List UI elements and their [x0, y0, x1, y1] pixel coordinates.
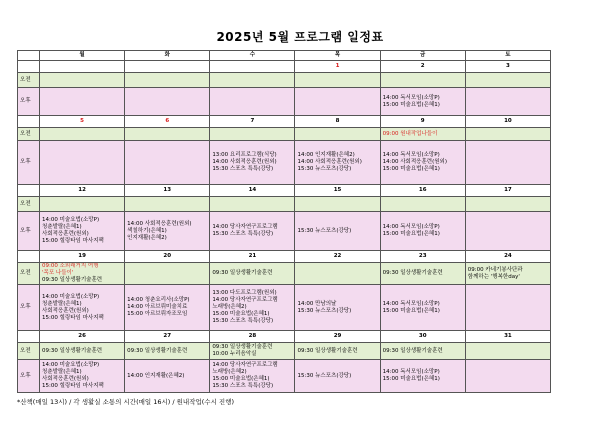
am-cell-sat [465, 263, 550, 285]
date-cell-wed: 28 [210, 331, 295, 343]
am-cell-mon [40, 128, 125, 141]
date-row [18, 251, 551, 263]
pm-cell-wed [210, 360, 295, 393]
pm-cell-thu [295, 360, 380, 393]
weekday-thu: 목 [295, 51, 380, 61]
am-cell-sat [465, 343, 550, 360]
program-entry: 15:30 뉴스포츠(강당) [297, 227, 352, 234]
pm-cell-tue [125, 141, 210, 185]
footer-note: *산책(매일 13시) / 각 생활실 소통의 시간(매일 16시) / 원내작업(수시 진행) [17, 398, 235, 406]
am-label: 오전 [18, 263, 40, 285]
am-cell-thu [295, 128, 380, 141]
program-entry: 15:00 미술요법(은혜1) [382, 166, 440, 172]
program-entry: 09:30 일상생활기술훈련 [212, 344, 273, 350]
program-entry: 14:00 미술요법(소망P) [42, 362, 100, 368]
am-cell-fri [380, 197, 465, 212]
am-cell-sat [465, 73, 550, 88]
date-cell-thu: 29 [295, 331, 380, 343]
corner-cell [18, 51, 40, 61]
program-entry: 15:00 미술요법(은혜1) [212, 311, 270, 317]
program-entry: 사회적응훈련(원외) [42, 376, 89, 382]
program-entry: 인지재활(은혜2) [127, 234, 167, 241]
am-cell-mon [40, 263, 125, 285]
pm-cell-fri [380, 212, 465, 251]
pm-cell-thu [295, 141, 380, 185]
am-cell-tue [125, 73, 210, 88]
program-entry: 14:00 당사자연구프로그램 [212, 362, 278, 368]
pm-cell-fri [380, 88, 465, 116]
pm-row [18, 141, 551, 185]
date-row-label [18, 185, 40, 197]
am-cell-tue [125, 197, 210, 212]
date-row [18, 116, 551, 128]
am-row [18, 197, 551, 212]
pm-cell-mon [40, 141, 125, 185]
pm-cell-mon [40, 212, 125, 251]
pm-cell-sat [465, 285, 550, 331]
pm-cell-wed [210, 285, 295, 331]
weekday-wed: 수 [210, 51, 295, 61]
pm-cell-mon [40, 88, 125, 116]
weekday-mon: 월 [40, 51, 125, 61]
program-entry: 14:00 아르브뤼미술치료 [127, 304, 188, 310]
program-entry: 15:30 스포츠 특특(강당) [212, 166, 274, 172]
program-entry: 15:00 힐링타임 마사지팩 [42, 314, 104, 321]
pm-label: 오후 [18, 212, 40, 251]
pm-cell-wed [210, 212, 295, 251]
am-label: 오전 [18, 197, 40, 212]
page-title: 2025년 5월 프로그램 일정표 [216, 30, 384, 44]
pm-row [18, 360, 551, 393]
program-entry: 15:00 미술요법(은혜1) [382, 101, 440, 108]
am-cell-tue [125, 263, 210, 285]
date-cell-sat: 17 [465, 185, 550, 197]
program-entry: 사회적응훈련(원외) [42, 231, 89, 237]
am-row [18, 128, 551, 141]
am-cell-mon [40, 73, 125, 88]
pm-cell-thu [295, 212, 380, 251]
am-cell-fri [380, 128, 465, 141]
pm-cell-sat [465, 360, 550, 393]
program-entry: 14:00 독서모임(소망P) [382, 300, 440, 307]
pm-cell-tue [125, 212, 210, 251]
program-entry: 15:30 뉴스포츠(강당) [297, 166, 352, 172]
program-entry: 14:00 독서모임(소망P) [382, 152, 440, 158]
weekday-header-row [18, 51, 551, 61]
program-entry: 함께하는 '행복한day' [467, 273, 520, 280]
pm-label: 오후 [18, 88, 40, 116]
date-cell-mon [40, 61, 125, 73]
program-entry: 14:00 만남의날 [297, 300, 337, 307]
date-cell-tue: 20 [125, 251, 210, 263]
pm-cell-mon [40, 360, 125, 393]
am-label: 오전 [18, 343, 40, 360]
date-cell-wed: 14 [210, 185, 295, 197]
program-entry: 15:00 힐링타임 마사지팩 [42, 238, 104, 244]
program-entry: 노래방(은혜2) [212, 369, 247, 375]
program-entry: 09:00 카네기봉사단과 [467, 266, 523, 273]
program-entry: 14:00 사회적응훈련(원외) [212, 159, 277, 165]
program-entry: 14:00 사회적응훈련(원외) [382, 159, 448, 165]
pm-cell-fri [380, 141, 465, 185]
am-row [18, 73, 551, 88]
pm-cell-wed [210, 88, 295, 116]
date-cell-tue [125, 61, 210, 73]
date-cell-tue: 6 [125, 116, 210, 128]
date-cell-mon: 12 [40, 185, 125, 197]
date-cell-sat: 3 [465, 61, 550, 73]
calendar-table [17, 50, 551, 393]
program-entry: '목포 나들이' [42, 270, 74, 276]
am-cell-thu [295, 263, 380, 285]
am-label: 오전 [18, 73, 40, 88]
am-cell-wed [210, 73, 295, 88]
date-cell-fri: 23 [380, 251, 465, 263]
am-cell-tue [125, 128, 210, 141]
date-cell-wed [210, 61, 295, 73]
program-entry: 09:00 소외래거지 여행 [42, 263, 99, 269]
program-entry: 사회적응훈련(원외) [42, 307, 89, 314]
date-cell-tue: 27 [125, 331, 210, 343]
pm-label: 오후 [18, 141, 40, 185]
date-row-label [18, 116, 40, 128]
program-entry: 15:30 뉴스포츠(강당) [297, 307, 352, 314]
pm-cell-wed [210, 141, 295, 185]
date-cell-wed: 21 [210, 251, 295, 263]
pm-cell-fri [380, 285, 465, 331]
program-entry: 15:30 스포츠 특특(강당) [212, 231, 274, 237]
date-cell-thu: 1 [295, 61, 380, 73]
date-cell-fri: 9 [380, 116, 465, 128]
date-row [18, 185, 551, 197]
am-cell-wed [210, 197, 295, 212]
am-row [18, 343, 551, 360]
date-cell-sat: 31 [465, 331, 550, 343]
program-entry: 09:00 원내작업나들이 [382, 130, 438, 137]
program-entry: 15:00 미술요법(은혜1) [382, 231, 440, 237]
am-cell-mon [40, 343, 125, 360]
program-entry: 노래방(은혜2) [212, 304, 247, 310]
pm-cell-tue [125, 285, 210, 331]
am-cell-tue [125, 343, 210, 360]
program-entry: 14:00 미술요법(소망P) [42, 293, 100, 300]
weekday-sat: 토 [465, 51, 550, 61]
am-cell-wed [210, 263, 295, 285]
date-row [18, 331, 551, 343]
date-cell-fri: 30 [380, 331, 465, 343]
am-cell-fri [380, 73, 465, 88]
program-entry: 색칠하기(은혜1) [127, 227, 167, 234]
program-entry: 09:30 일상생활기술훈련 [382, 347, 443, 354]
date-cell-mon: 19 [40, 251, 125, 263]
am-cell-sat [465, 197, 550, 212]
am-cell-wed [210, 128, 295, 141]
weekday-tue: 화 [125, 51, 210, 61]
program-entry: 15:30 스포츠 특특(강당) [212, 383, 274, 389]
program-entry: 09:30 일상생활기술훈련 [42, 277, 103, 283]
calendar-body [18, 61, 551, 393]
pm-cell-tue [125, 88, 210, 116]
program-entry: 14:00 사회적응훈련(원외) [297, 159, 362, 165]
am-label: 오전 [18, 128, 40, 141]
program-entry: 09:30 일상생활기술훈련 [382, 270, 443, 276]
program-entry: 09:30 일상생활기술훈련 [42, 347, 103, 354]
am-row [18, 263, 551, 285]
pm-cell-thu [295, 285, 380, 331]
program-entry: 청춘발랄(은혜1) [42, 300, 82, 307]
pm-cell-mon [40, 285, 125, 331]
am-cell-wed [210, 343, 295, 360]
am-cell-thu [295, 343, 380, 360]
am-cell-thu [295, 73, 380, 88]
program-entry: 14:00 독서모임(소망P) [382, 94, 440, 101]
weekday-fri: 금 [380, 51, 465, 61]
am-cell-thu [295, 197, 380, 212]
program-entry: 15:00 힐링타임 마사지팩 [42, 383, 104, 389]
pm-cell-thu [295, 88, 380, 116]
program-entry: 14:00 사회적응훈련(원외) [127, 220, 192, 227]
date-cell-tue: 13 [125, 185, 210, 197]
date-cell-mon: 26 [40, 331, 125, 343]
program-entry: 14:00 청춘요리사(소망P) [127, 297, 190, 303]
program-entry: 09:30 일상생활기술훈련 [212, 270, 273, 276]
pm-row [18, 212, 551, 251]
program-entry: 15:00 아르브뤼자조모임 [127, 311, 188, 317]
program-entry: 14:00 인지재활(은혜2) [297, 152, 355, 158]
date-row-label [18, 251, 40, 263]
pm-cell-sat [465, 88, 550, 116]
date-row-label [18, 61, 40, 73]
date-row [18, 61, 551, 73]
date-cell-sat: 10 [465, 116, 550, 128]
pm-cell-sat [465, 212, 550, 251]
pm-cell-fri [380, 360, 465, 393]
pm-label: 오후 [18, 360, 40, 393]
date-cell-fri: 16 [380, 185, 465, 197]
date-cell-wed: 7 [210, 116, 295, 128]
program-entry: 14:00 미술요법(소망P) [42, 217, 100, 223]
date-cell-thu: 8 [295, 116, 380, 128]
am-cell-mon [40, 197, 125, 212]
pm-cell-sat [465, 141, 550, 185]
program-entry: 15:00 미술요법(은혜1) [382, 307, 440, 314]
program-entry: 10:00 누리음악실 [212, 351, 257, 357]
program-entry: 13:00 다도프로그램(원외) [212, 290, 277, 296]
program-entry: 15:00 미술요법(은혜1) [212, 376, 270, 382]
pm-row [18, 285, 551, 331]
date-row-label [18, 331, 40, 343]
program-entry: 15:00 미술요법(은혜1) [382, 376, 440, 382]
program-entry: 14:00 인지재활(은혜2) [127, 372, 185, 379]
program-entry: 09:30 일상생활기술훈련 [127, 347, 188, 354]
program-entry: 13:00 요리프로그램(식당) [212, 152, 277, 158]
program-entry: 15:30 스포츠 특특(강당) [212, 318, 274, 324]
program-entry: 14:00 독서모임(소망P) [382, 224, 440, 230]
date-cell-thu: 15 [295, 185, 380, 197]
program-entry: 14:00 당사자연구프로그램 [212, 224, 278, 230]
date-cell-fri: 2 [380, 61, 465, 73]
am-cell-fri [380, 343, 465, 360]
program-entry: 14:00 당사자연구프로그램 [212, 297, 278, 303]
pm-cell-tue [125, 360, 210, 393]
program-entry: 14:00 독서모임(소망P) [382, 369, 440, 375]
program-entry: 청춘발랄(은혜1) [42, 224, 82, 230]
date-cell-sat: 24 [465, 251, 550, 263]
pm-row [18, 88, 551, 116]
program-entry: 15:30 뉴스포츠(강당) [297, 372, 352, 379]
am-cell-fri [380, 263, 465, 285]
am-cell-sat [465, 128, 550, 141]
program-entry: 09:30 일상생활기술훈련 [297, 347, 358, 354]
date-cell-mon: 5 [40, 116, 125, 128]
date-cell-thu: 22 [295, 251, 380, 263]
pm-label: 오후 [18, 285, 40, 331]
program-entry: 청춘발랄(은혜1) [42, 369, 82, 375]
